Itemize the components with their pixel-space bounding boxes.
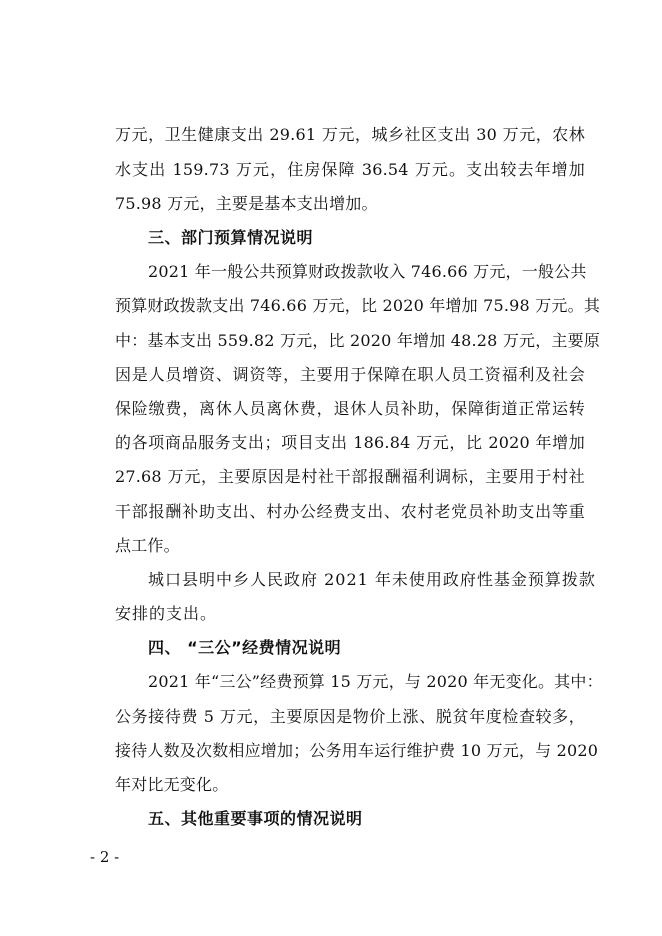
body-text-line: 城口县明中乡人民政府 2021 年未使用政府性基金预算拨款 [148, 570, 596, 589]
body-text-line: 27.68 万元，主要原因是村社干部报酬福利调标，主要用于村社 [115, 467, 585, 486]
body-text-line: 中：基本支出 559.82 万元，比 2020 年增加 48.28 万元，主要原 [115, 331, 601, 350]
section-heading-5: 五、其他重要事项的情况说明 [148, 809, 363, 828]
section-heading-3: 三、部门预算情况说明 [148, 228, 314, 247]
section-heading-4: 四、 “三公”经费情况说明 [148, 638, 342, 657]
body-text-line: 的各项商品服务支出；项目支出 186.84 万元，比 2020 年增加 [115, 433, 585, 452]
body-text-line: 2021 年一般公共预算财政拨款收入 746.66 万元，一般公共 [148, 262, 587, 281]
body-text-line: 公务接待费 5 万元，主要原因是物价上涨、脱贫年度检查较多， [115, 707, 585, 726]
body-text-line: 预算财政拨款支出 746.66 万元，比 2020 年增加 75.98 万元。其 [115, 296, 601, 315]
body-text-line: 年对比无变化。 [115, 775, 229, 794]
body-text-line: 2021 年“三公”经费预算 15 万元，与 2020 年无变化。其中： [148, 672, 603, 691]
body-text-line: 接待人数及次数相应增加；公务用车运行维护费 10 万元，与 2020 [115, 741, 599, 760]
body-text-line: 点工作。 [115, 536, 180, 555]
body-text-line: 75.98 万元，主要是基本支出增加。 [115, 194, 378, 213]
body-text-line: 万元，卫生健康支出 29.61 万元，城乡社区支出 30 万元，农林 [115, 125, 585, 144]
body-text-line: 安排的支出。 [115, 604, 218, 623]
body-text-line: 保险缴费，离休人员离休费，退休人员补助，保障街道正常运转 [115, 399, 585, 418]
body-text-line: 干部报酬补助支出、村办公经费支出、农村老党员补助支出等重 [115, 502, 585, 521]
body-text-line: 因是人员增资、调资等，主要用于保障在职人员工资福利及社会 [115, 365, 585, 384]
body-text-line: 水支出 159.73 万元，住房保障 36.54 万元。支出较去年增加 [115, 160, 585, 179]
page-number: - 2 - [90, 848, 120, 866]
